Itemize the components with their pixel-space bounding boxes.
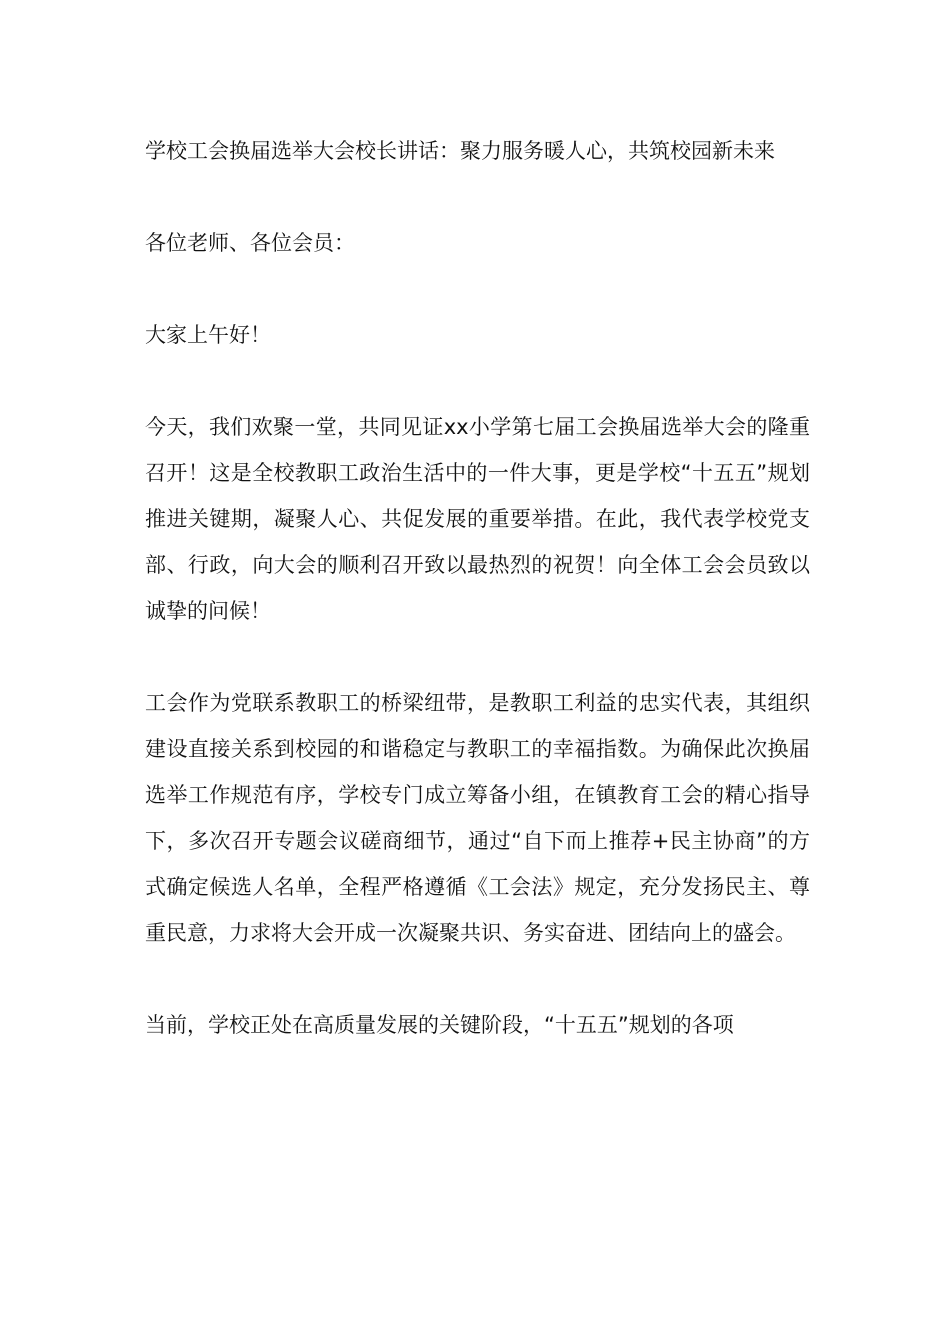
paragraph-opening: 今天，我们欢聚一堂，共同见证xx小学第七届工会换届选举大会的隆重召开！这是全校教职工政治生活中的一件大事，更是学校“十五五”规划推进关键期，凝聚人心、共促发展的重要举措。在此，我代表学校党支部、行政，向大会的顺利召开致以最热烈的祝贺！向全体工会会员致以诚挚的问候！: [145, 415, 810, 623]
document-body: [145, 128, 810, 1048]
paragraph-current-stage: 当前，学校正处在高质量发展的关键阶段，“十五五”规划的各项: [145, 1013, 734, 1037]
speech-title: 学校工会换届选举大会校长讲话：聚力服务暖人心，共筑校园新未来: [145, 139, 775, 163]
salutation: 各位老师、各位会员：: [145, 231, 355, 255]
greeting: 大家上午好！: [145, 323, 271, 347]
paragraph-union-role: 工会作为党联系教职工的桥梁纽带，是教职工利益的忠实代表，其组织建设直接关系到校园的和谐稳定与教职工的幸福指数。为确保此次换届选举工作规范有序，学校专门成立筹备小组，在镇教育工会的精心指导下，多次召开专题会议磋商细节，通过“自下而上推荐+民主协商”的方式确定候选人名单，全程严格遵循《工会法》规定，充分发扬民主、尊重民意，力求将大会开成一次凝聚共识、务实奋进、团结向上的盛会。: [145, 691, 810, 945]
